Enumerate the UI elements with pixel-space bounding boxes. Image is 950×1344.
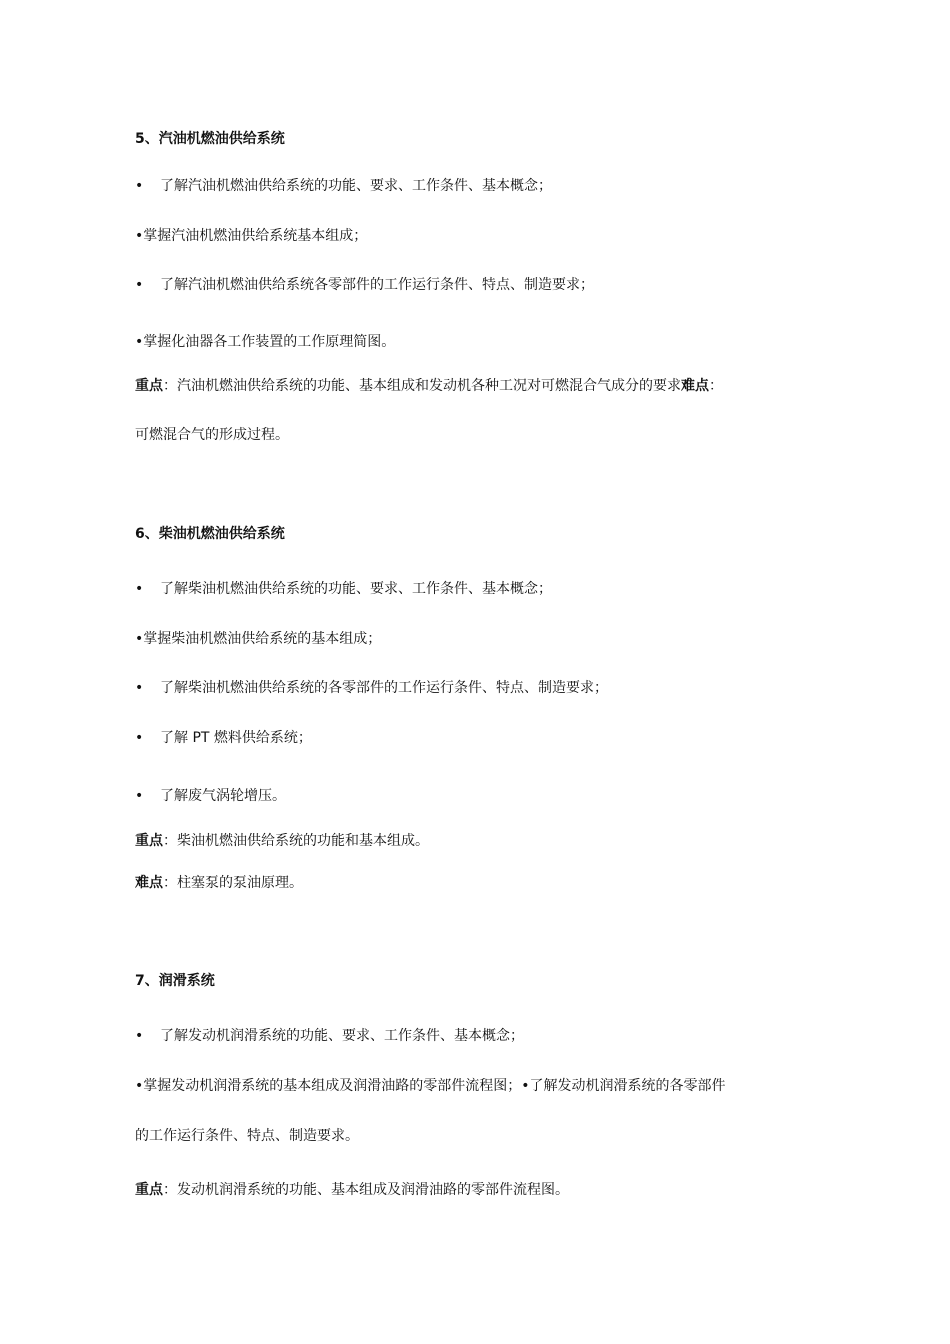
section-6-heading: 6、柴油机燃油供给系统 xyxy=(135,526,285,542)
section-7-heading: 7、润滑系统 xyxy=(135,973,215,989)
difficulty-label: 难点 xyxy=(681,378,709,394)
section-5-key-points: 重点：汽油机燃油供给系统的功能、基本组成和发动机各种工况对可燃混合气成分的要求难点： xyxy=(135,378,723,394)
section-7-key-points: 重点：发动机润滑系统的功能、基本组成及润滑油路的零部件流程图。 xyxy=(135,1182,569,1198)
bullet: • xyxy=(135,581,144,597)
section-6-difficulty: 难点：柱塞泵的泵油原理。 xyxy=(135,875,303,891)
bullet: • xyxy=(135,730,144,746)
section-5-item-3: • 了解汽油机燃油供给系统各零部件的工作运行条件、特点、制造要求； xyxy=(135,277,594,293)
section-5-item-2: •掌握汽油机燃油供给系统基本组成； xyxy=(135,228,368,244)
section-6-item-1: • 了解柴油机燃油供给系统的功能、要求、工作条件、基本概念； xyxy=(135,581,552,597)
bullet: • xyxy=(135,1028,144,1044)
section-6-key-points: 重点：柴油机燃油供给系统的功能和基本组成。 xyxy=(135,833,429,849)
section-5-heading: 5、汽油机燃油供给系统 xyxy=(135,131,285,147)
key-label: 重点 xyxy=(135,833,163,849)
bullet: • xyxy=(135,277,144,293)
section-5-item-4: •掌握化油器各工作装置的工作原理简图。 xyxy=(135,334,396,350)
section-6-item-2: •掌握柴油机燃油供给系统的基本组成； xyxy=(135,631,382,647)
key-label: 重点 xyxy=(135,378,163,394)
section-5-item-1: • 了解汽油机燃油供给系统的功能、要求、工作条件、基本概念； xyxy=(135,178,552,194)
key-label: 重点 xyxy=(135,1182,163,1198)
section-7-item-2: •掌握发动机润滑系统的基本组成及润滑油路的零部件流程图；•了解发动机润滑系统的各零部件 xyxy=(135,1078,726,1094)
section-6-item-4: • 了解 PT 燃料供给系统； xyxy=(135,730,312,746)
difficulty-label: 难点 xyxy=(135,875,163,891)
section-6-item-5: • 了解废气涡轮增压。 xyxy=(135,788,286,804)
section-7-item-2-continued: 的工作运行条件、特点、制造要求。 xyxy=(135,1128,359,1144)
bullet: • xyxy=(135,788,144,804)
section-7-item-1: • 了解发动机润滑系统的功能、要求、工作条件、基本概念； xyxy=(135,1028,524,1044)
section-5-difficulty-text: 可燃混合气的形成过程。 xyxy=(135,427,289,443)
bullet: • xyxy=(135,178,144,194)
bullet: • xyxy=(135,680,144,696)
section-6-item-3: • 了解柴油机燃油供给系统的各零部件的工作运行条件、特点、制造要求； xyxy=(135,680,608,696)
